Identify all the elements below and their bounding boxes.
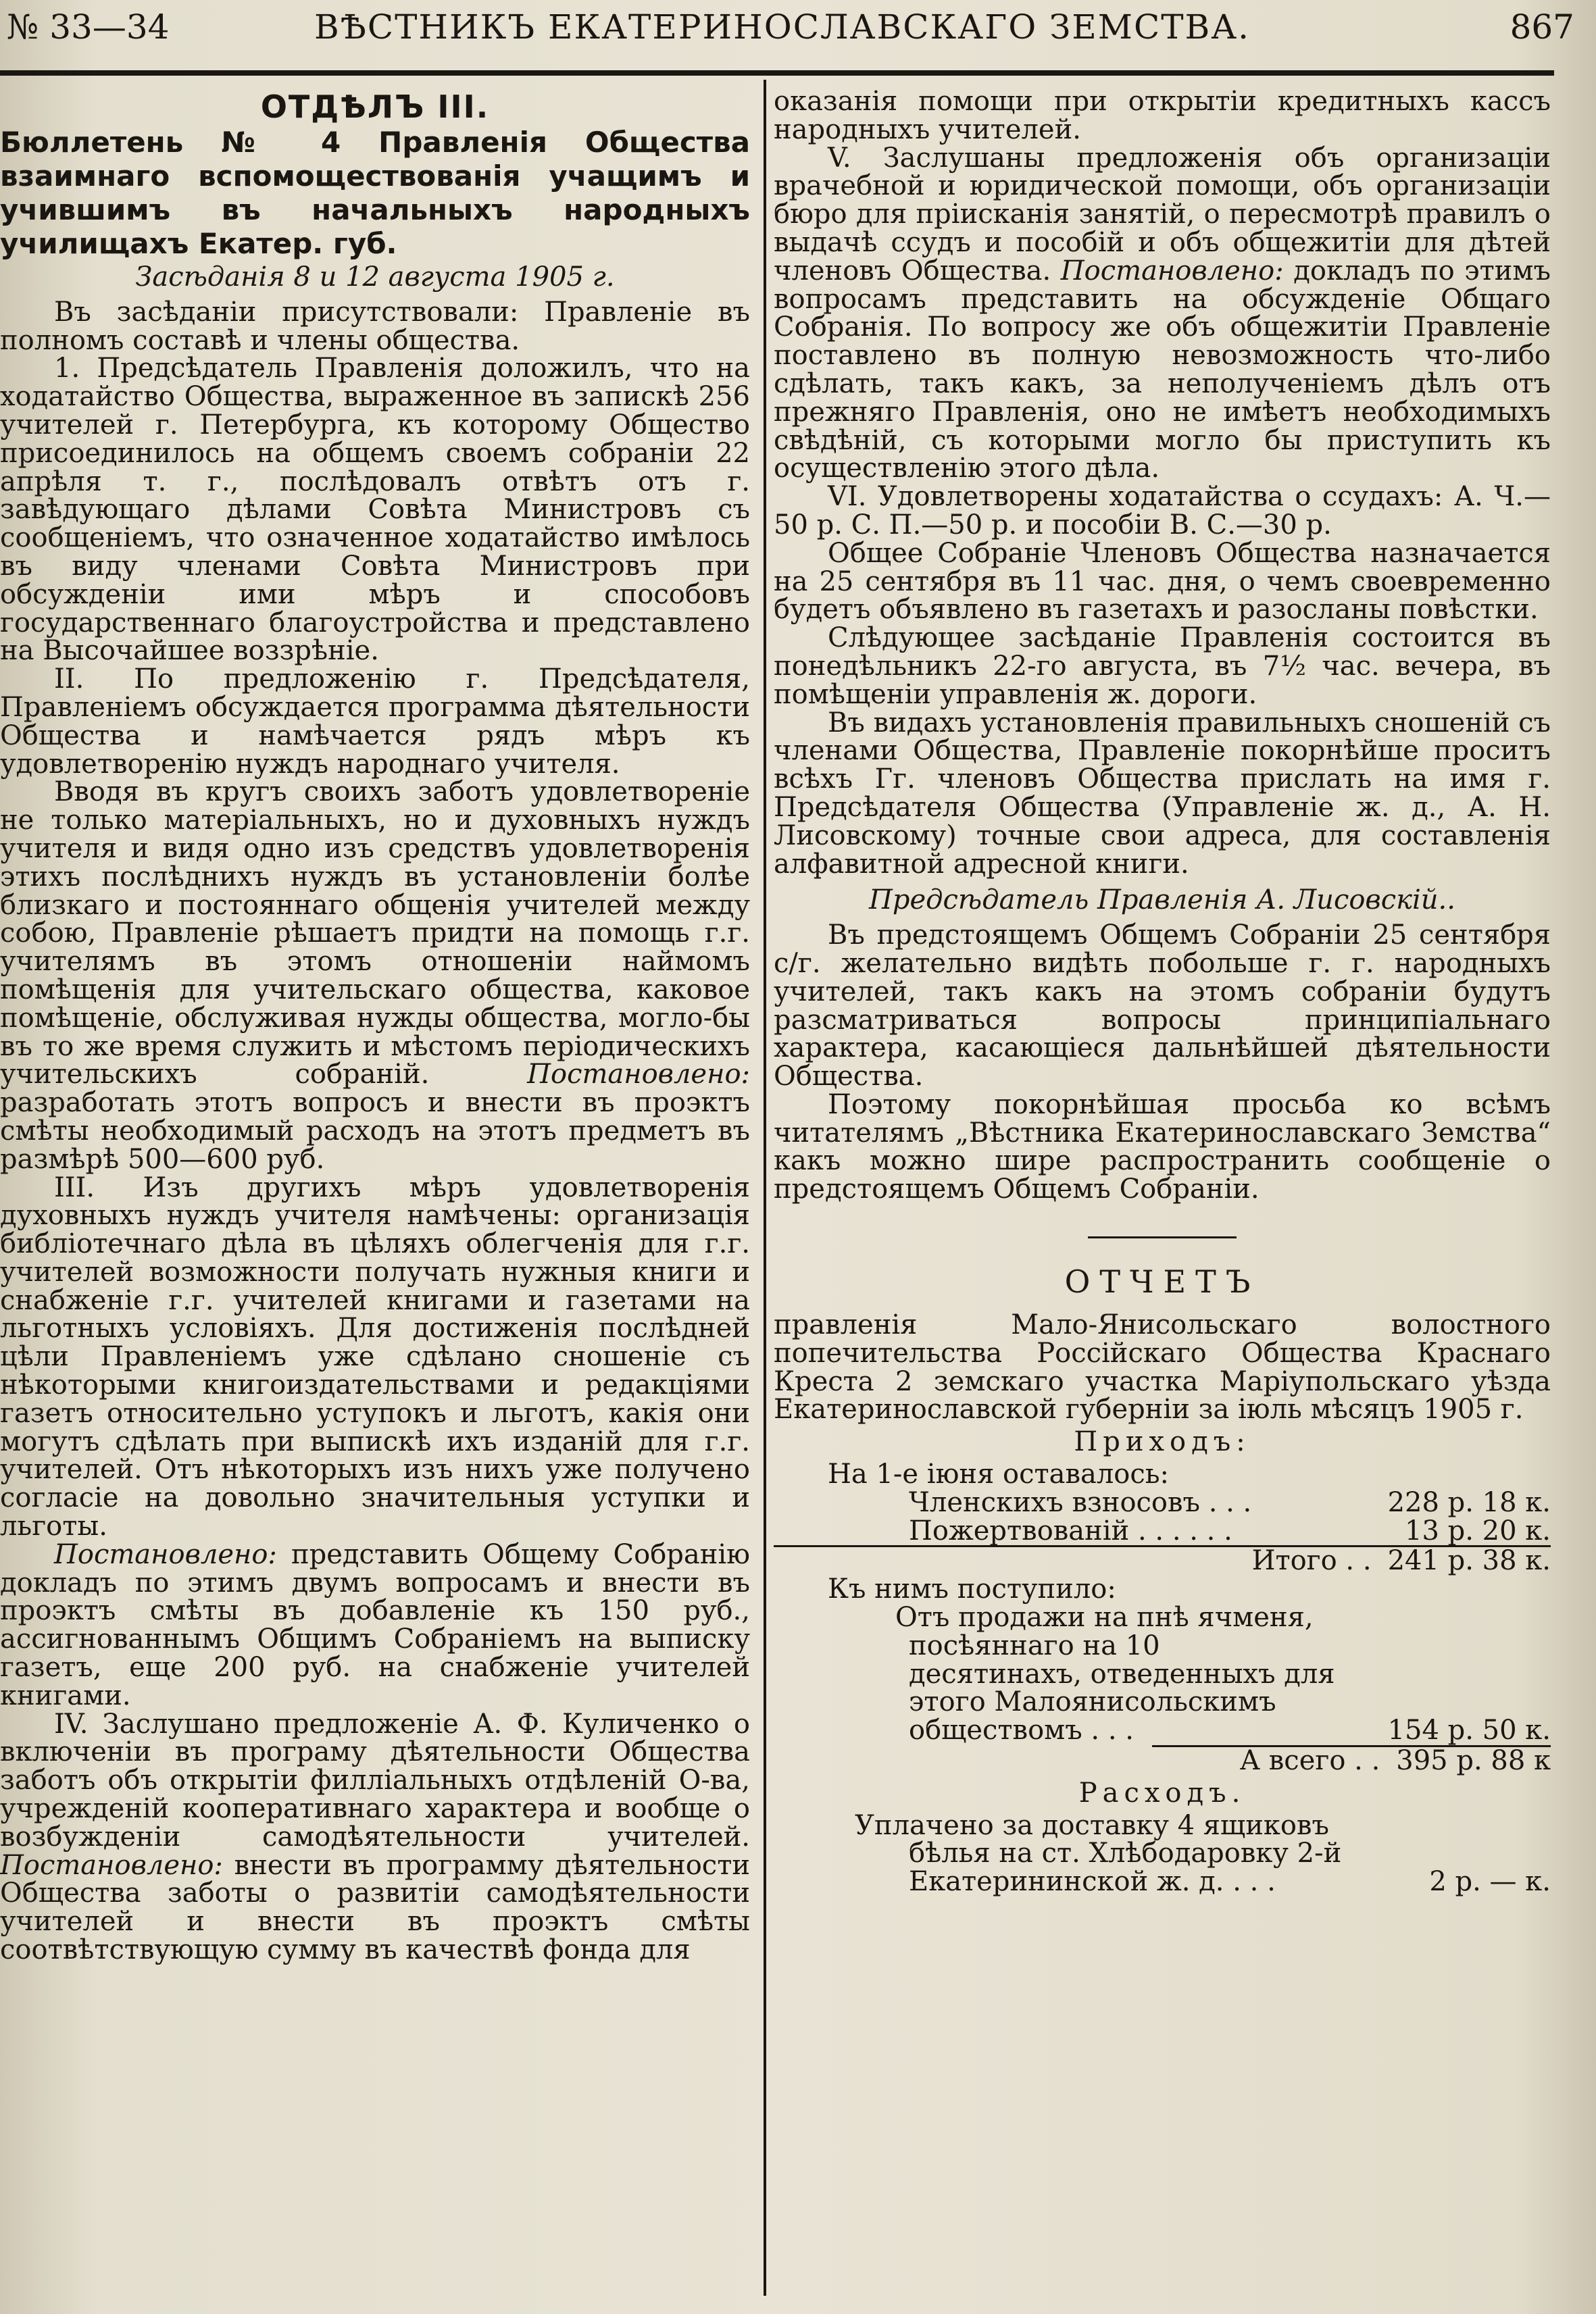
received-label: Къ нимъ поступило:	[828, 1574, 1116, 1605]
paragraph-item-2: II. По предложенію г. Предсѣдателя, Правленіемъ обсуждается программа дѣятельности Общества и намѣчается рядъ мѣръ къ удовлетворенію нуждъ народнаго учителя.	[0, 663, 750, 780]
page-header	[7, 0, 1574, 65]
paragraph-resolution-3: Постановлено: представить Общему Собранію докладъ по этимъ двумъ вопросамъ и внести въ проэктъ смѣты въ добавленіе къ 150 руб., ассигнованнымъ Общимъ Собраніемъ на выписку газетъ, еще 200 руб. на снабженіе учителей книгами.	[0, 1538, 750, 1711]
report-title: ОТЧЕТЪ	[1064, 1263, 1260, 1301]
ledger-row-members: Членскихъ взносовъ . . . 228 р. 18 к.	[909, 1486, 1551, 1518]
paragraph-item-3: III. Изъ другихъ мѣръ удовлетворенія духовныхъ нуждъ учителя намѣчены: организація библіотечнаго дѣла въ цѣляхъ облегченія для г.г. учителей возможности получать нужныя книги и снабженіе г.г. учителей книгами и газетами на льготныхъ условіяхъ. Для достиженія послѣдней цѣли Правленіемъ уже сдѣлано сношеніе съ нѣкоторыми книгоиздательствами и редакціями газетъ относительно уступокъ и льготъ, какія они могутъ сдѣлать при выпискѣ ихъ изданій для г.г. учителей. Отъ нѣкоторыхъ изъ нихъ уже получено согласіе на довольно значительныя уступки и льготы.	[0, 1172, 750, 1542]
issue-number: № 33—34	[7, 7, 170, 47]
resolution-label: Постановлено:	[1060, 255, 1284, 286]
ledger-row-expense: Уплачено за доставку 4 ящиковъ бѣлья на ст. Хлѣбодаровку 2-й Екатерининской ж. д. . . . 2 р. — к.	[855, 1809, 1551, 1898]
right-column	[774, 88, 1551, 1896]
paragraph-next-session: Слѣдующее засѣданіе Правленія состоится въ понедѣльникъ 22-го августа, въ 7½ час. вечера, въ помѣщеніи управленія ж. дороги.	[774, 622, 1551, 710]
paragraph-meeting-notice: Въ предстоящемъ Общемъ Собраніи 25 сентября с/г. желательно видѣть побольше г. г. народныхъ учителей, такъ какъ на этомъ собраніи будутъ разсматриваться вопросы принципіальнаго характера, касающіеся дальнѣйшей дѣятельности Общества.	[774, 920, 1551, 1092]
session-date: Засѣданія 8 и 12 августа 1905 г.	[135, 261, 615, 293]
ledger-row-total: Итого . . 241 р. 38 к.	[1251, 1545, 1551, 1577]
paragraph-continued: оказанія помощи при открытіи кредитныхъ кассъ народныхъ учителей.	[774, 86, 1551, 145]
resolution-label: Постановлено:	[527, 1059, 751, 1090]
resolution-label: Постановлено:	[0, 1849, 223, 1881]
journal-title: ВѢСТНИКЪ ЕКАТЕРИНОСЛАВСКАГО ЗЕМСТВА.	[314, 7, 1251, 47]
resolution-label: Постановлено:	[54, 1538, 277, 1570]
report-subtitle: правленія Мало-Янисольскаго волостного попечительства Россійскаго Общества Краснаго Креста 2 земскаго участка Маріупольскаго уѣзда Екатеринославской губерніи за іюль мѣсяцъ 1905 г.	[774, 1309, 1551, 1426]
paragraph-attendance: Въ засѣданіи присутствовали: Правленіе въ полномъ составѣ и члены общества.	[0, 296, 750, 356]
ledger-row-grand-total: А всего . . 395 р. 88 к	[1152, 1745, 1551, 1776]
ledger-row-sale: Отъ продажи на пнѣ ячменя, посѣяннаго на 10 десятинахъ, отведенныхъ для этого Малоянисольскимъ обществомъ . . . 154 р. 50 к.	[895, 1602, 1551, 1746]
paragraph-item-6: VI. Удовлетворены ходатайства о ссудахъ: А. Ч.—50 р. С. П.—50 р. и пособіи В. С.—30 р.	[774, 481, 1551, 540]
signature: Предсѣдатель Правленія А. Лисовскій..	[869, 884, 1455, 916]
paragraph-premises: Вводя въ кругъ своихъ заботъ удовлетвореніе не только матеріальныхъ, но и духовныхъ нуждъ учителя и видя одно изъ средствъ удовлетворенія этихъ послѣднихъ нуждъ въ установленіи болѣе близкаго и постояннаго общенія учителей между собою, Правленіе рѣшаетъ придти на помощь г.г. учителямъ въ этомъ отношеніи наймомъ помѣщенія для учительскаго общества, каковое помѣщеніе, обслуживая нужды общества, могло-бы въ то же время служить и мѣстомъ періодическихъ учительскихъ собраній. Постановлено: разработать этотъ вопросъ и внести въ проэктъ смѣты необходимый расходъ на этотъ предметъ въ размѣрѣ 500—600 руб.	[0, 776, 751, 1175]
paragraph-general-meeting: Общее Собраніе Членовъ Общества назначается на 25 сентября въ 11 час. дня, о чемъ своевременно будетъ объявлено въ газетахъ и разосланы повѣстки.	[774, 537, 1551, 626]
ledger-row-donations: Пожертвованій . . . . . . 13 р. 20 к.	[774, 1517, 1551, 1548]
left-column	[0, 88, 750, 1965]
column-divider	[764, 80, 766, 2296]
paragraph-addresses: Въ видахъ установленія правильныхъ сношеній съ членами Общества, Правленіе покорнѣйше проситъ всѣхъ Гг. членовъ Общества прислать на имя г. Предсѣдателя Общества (Управленіе ж. д., А. Н. Лисовскому) точные свои адреса, для составленія алфавитной адресной книги.	[774, 707, 1551, 880]
paragraph-item-5: V. Заслушаны предложенія объ организаціи врачебной и юридической помощи, объ организаціи бюро для прiисканія занятій, о пересмотрѣ правилъ о выдачѣ ссудъ и пособій и объ общежитіи для дѣтей членовъ Общества. Постановлено: докладъ по этимъ вопросамъ представить на обсужденіе Общаго Собранія. По вопросу же объ общежитіи Правленіе поставлено въ полную невозможность что-либо сдѣлать, такъ какъ, за неполученіемъ дѣлъ отъ прежняго Правленія, оно не имѣетъ необходимыхъ свѣдѣній, съ которыми могло бы приступить къ осуществленію этого дѣла.	[774, 142, 1551, 484]
paragraph-request: Поэтому покорнѣйшая просьба ко всѣмъ читателямъ „Вѣстника Екатеринославскаго Земства“ какъ можно шире распространить сообщеніе о предстоящемъ Общемъ Собраніи.	[774, 1088, 1551, 1205]
page-number: 867	[1510, 7, 1574, 47]
paragraph-item-4: IV. Заслушано предложеніе А. Ф. Куличенко о включеніи въ програму дѣятельности Общества заботъ объ открытіи филліальныхъ отдѣленій О-ва, учрежденій кооперативнаго характера и вообще о возбужденіи самодѣятельности учителей. Постановлено: внести въ программу дѣятельности Общества заботы о развитіи самодѣятельности учителей и внести въ проэктъ смѣты соотвѣтствующую сумму въ качествѣ фонда для	[0, 1708, 750, 1966]
expense-heading: Расходъ.	[1078, 1777, 1246, 1809]
header-rule	[0, 70, 1554, 76]
section-title: ОТДѢЛЪ III.	[260, 89, 490, 125]
section-separator	[1088, 1236, 1237, 1238]
remain-label: На 1-е іюня оставалось:	[828, 1459, 1169, 1490]
paragraph-item-1: 1. Предсѣдатель Правленія доложилъ, что на ходатайство Общества, выраженное въ запискѣ 256 учителей г. Петербурга, къ которому Общество присоединилось на общемъ своемъ собраніи 22 апрѣля т. г., послѣдовалъ отвѣтъ отъ г. завѣдующаго дѣлами Совѣта Министровъ съ сообщеніемъ, что означенное ходатайство имѣлось въ виду членами Совѣта Министровъ при обсужденіи ими мѣръ и способовъ государственнаго благоустройства и представлено на Высочайшее воззрѣніе.	[0, 353, 750, 667]
income-heading: Приходъ:	[1074, 1426, 1251, 1458]
bulletin-title: Бюллетень № 4 Правленія Общества взаимнаго вспомоществованія учащимъ и учившимъ въ начальныхъ народныхъ училищахъ Екатер. губ.	[0, 126, 750, 260]
